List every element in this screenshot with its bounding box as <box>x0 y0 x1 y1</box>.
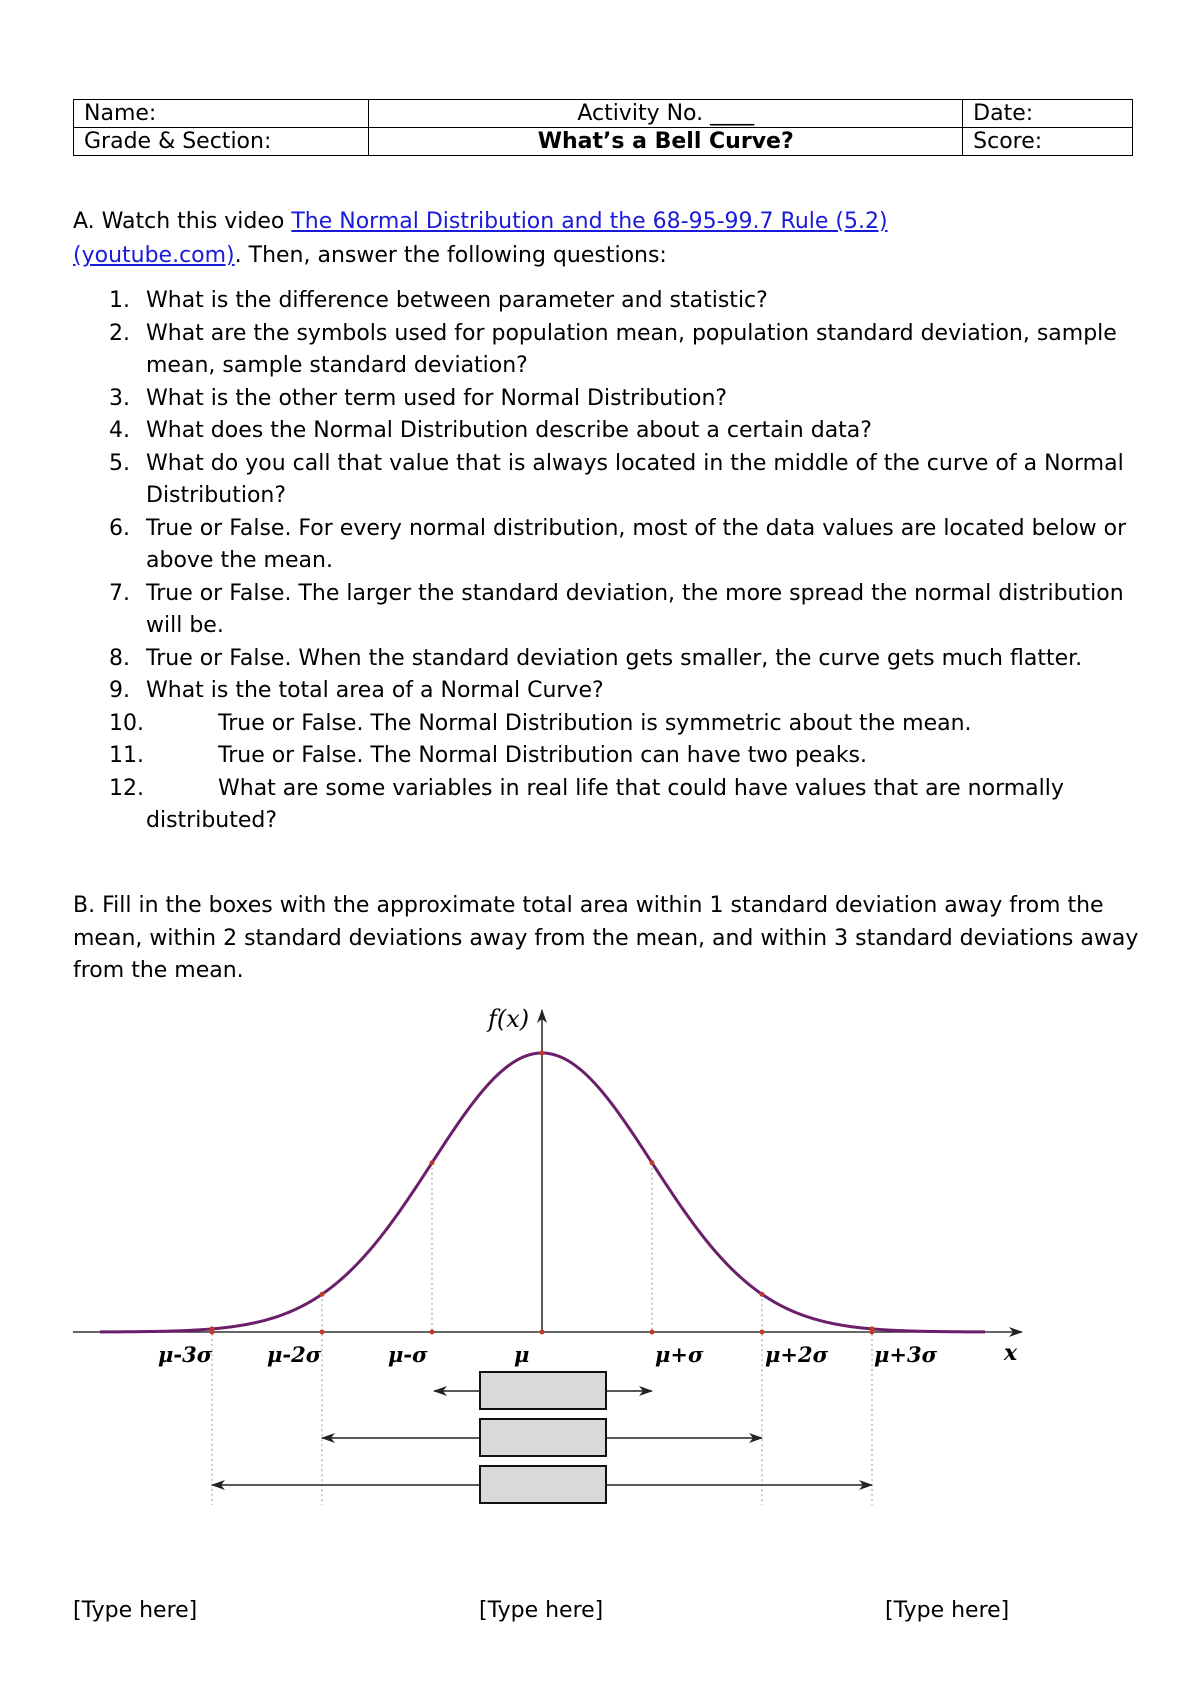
tick-label-plus-2-sigma: μ+2σ <box>765 1342 829 1367</box>
section-a-instruction: . Then, answer the following questions: <box>234 243 667 268</box>
question-text: True or False. When the standard deviation gets smaller, the curve gets much flatter. <box>146 645 1083 671</box>
question-number: 8. <box>109 645 130 671</box>
question-number: 7. <box>109 580 130 606</box>
tick-labels <box>158 1342 938 1367</box>
question-number: 4. <box>109 418 130 443</box>
curve-point <box>540 1051 545 1056</box>
section-a-lead: A. Watch this video <box>73 209 292 234</box>
question-text: What does the Normal Distribution describe about a certain data? <box>146 418 872 443</box>
question-number: 6. <box>109 515 130 541</box>
tick-label-minus-2-sigma: μ-2σ <box>267 1342 322 1367</box>
section-b-instructions: B. Fill in the boxes with the approximate total area within 1 standard deviation away from the mean, within 2 standard deviations away from the mean, and within 3 standard deviations away from the mean. <box>73 893 1139 983</box>
tick-label-minus-sigma: μ-σ <box>388 1342 428 1367</box>
activity-number-cell: Activity No. ____ <box>369 100 963 128</box>
y-axis-label: f(x) <box>488 1005 530 1033</box>
tick-label-mu: μ <box>514 1342 530 1367</box>
curve-point <box>430 1160 435 1165</box>
footer-left[interactable]: [Type here] <box>73 1598 198 1623</box>
tick-label-plus-3-sigma: μ+3σ <box>874 1342 938 1367</box>
three-sigma-answer-box[interactable] <box>480 1466 606 1503</box>
date-cell[interactable]: Date: <box>963 100 1133 128</box>
grade-section-cell[interactable]: Grade & Section: <box>74 128 369 156</box>
curve-point <box>760 1330 765 1335</box>
two-sigma-answer-box[interactable] <box>480 1419 606 1456</box>
worksheet-title: What’s a Bell Curve? <box>369 128 963 156</box>
curve-point <box>540 1330 545 1335</box>
question-text: What do you call that value that is always located in the middle of the curve of a Normal Distribution? <box>146 450 1124 508</box>
footer-center[interactable]: [Type here] <box>479 1598 604 1623</box>
curve-point <box>210 1330 215 1335</box>
question-text: What is the difference between parameter and statistic? <box>146 288 768 313</box>
question-text: True or False. The Normal Distribution can have two peaks. <box>218 743 868 768</box>
name-cell[interactable]: Name: <box>74 100 369 128</box>
curve-point <box>760 1292 765 1297</box>
x-axis-label: x <box>1004 1340 1018 1366</box>
question-text: What are the symbols used for population mean, population standard deviation, sample mean, sample standard deviation? <box>146 320 1117 378</box>
question-text: True or False. The larger the standard deviation, the more spread the normal distribution will be. <box>146 580 1124 638</box>
question-text: What is the other term used for Normal Distribution? <box>146 385 728 411</box>
tick-label-plus-sigma: μ+σ <box>655 1342 704 1367</box>
footer-right[interactable]: [Type here] <box>885 1598 1010 1623</box>
question-number: 5. <box>109 450 130 476</box>
question-text: True or False. The Normal Distribution is symmetric about the mean. <box>218 710 972 736</box>
score-cell[interactable]: Score: <box>963 128 1133 156</box>
question-number: 3. <box>109 385 130 411</box>
question-number: 2. <box>109 320 130 346</box>
question-text: True or False. For every normal distribution, most of the data values are located below or above the mean. <box>146 515 1127 573</box>
curve-point <box>870 1330 875 1335</box>
curve-point <box>320 1330 325 1335</box>
question-number: 1. <box>109 288 130 313</box>
tick-label-minus-3-sigma: μ-3σ <box>158 1342 213 1367</box>
one-sigma-answer-box[interactable] <box>480 1372 606 1409</box>
curve-point <box>650 1160 655 1165</box>
question-text: What is the total area of a Normal Curve? <box>146 678 604 703</box>
curve-point <box>650 1330 655 1335</box>
video-link-line1: The Normal Distribution and the 68-95-99.7 Rule (5.2) <box>291 209 888 234</box>
question-number: 11. <box>109 743 144 768</box>
video-link-line2: (youtube.com) <box>73 243 235 268</box>
curve-point <box>430 1330 435 1335</box>
question-text: What are some variables in real life that could have values that are normally distributed? <box>146 775 1064 833</box>
question-number: 10. <box>109 710 144 736</box>
curve-point <box>320 1292 325 1297</box>
question-number: 12. <box>109 775 144 801</box>
question-number: 9. <box>109 678 130 703</box>
